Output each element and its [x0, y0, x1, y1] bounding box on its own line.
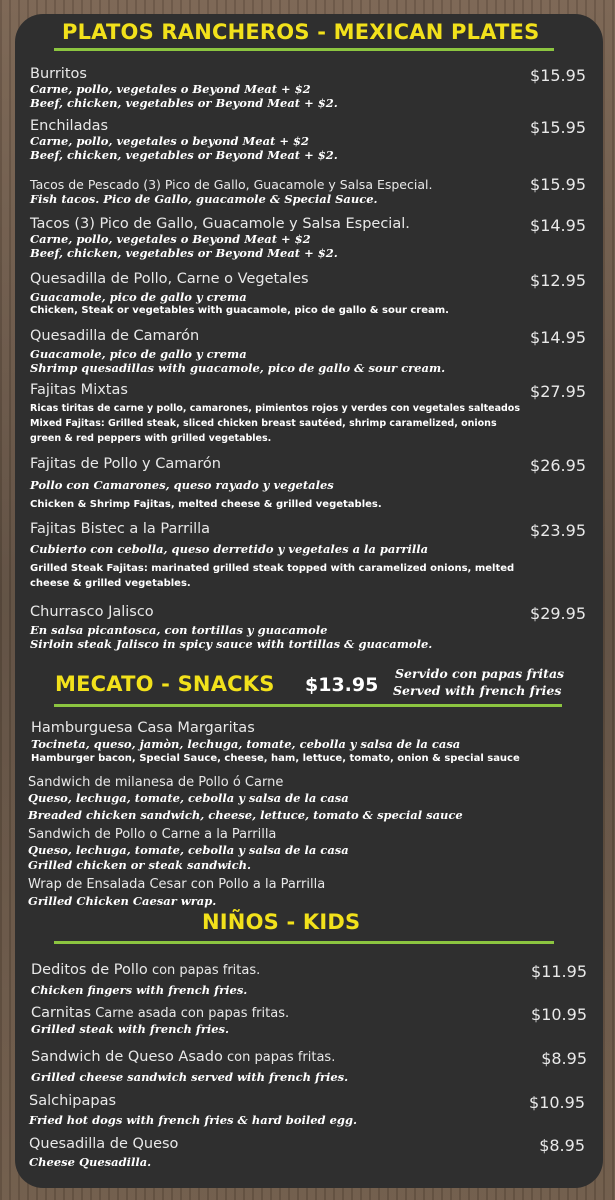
item-description: Beef, chicken, vegetables or Beyond Meat + $2.	[30, 246, 338, 260]
item-price: $11.95	[531, 962, 587, 981]
item-description: Carne, pollo, vegetales o Beyond Meat + $2	[30, 232, 311, 246]
item-description: Fried hot dogs with french fries & hard boiled egg.	[29, 1113, 358, 1127]
item-name-sub: con papas fritas.	[147, 963, 261, 978]
item-price: $14.95	[530, 328, 586, 347]
item-name-sub: con papas fritas.	[222, 1050, 336, 1065]
item-name: Fajitas Bistec a la Parrilla	[30, 521, 211, 537]
item-price: $8.95	[541, 1049, 587, 1068]
item-description: cheese & grilled vegetables.	[30, 578, 191, 589]
item-description: Grilled steak with french fries.	[31, 1022, 230, 1036]
item-name-main: Salchipapas	[29, 1093, 117, 1109]
item-price: $23.95	[530, 521, 586, 540]
item-description: Carne, pollo, vegetales o Beyond Meat + $2	[30, 82, 311, 96]
item-price: $26.95	[530, 456, 586, 475]
item-price: $15.95	[530, 66, 586, 85]
menu-board	[15, 14, 603, 1188]
item-name: Wrap de Ensalada Cesar con Pollo a la Parrilla	[28, 877, 326, 892]
item-name: Hamburguesa Casa Margaritas	[31, 720, 255, 736]
item-name-main: Quesadilla de Queso	[29, 1136, 179, 1152]
item-name-main: Sandwich de Queso Asado	[31, 1049, 223, 1065]
section-title-ninos: NIÑOS - KIDS	[202, 910, 361, 934]
item-name-sub: Carne asada con papas fritas.	[91, 1006, 290, 1021]
item-price: $15.95	[530, 175, 586, 194]
item-description: Breaded chicken sandwich, cheese, lettuce, tomato & special sauce	[28, 808, 463, 822]
item-name	[31, 1049, 335, 1065]
item-name: Enchiladas	[30, 118, 109, 134]
item-description: green & red peppers with grilled vegetables.	[30, 433, 272, 444]
item-name-main: Carnitas	[31, 1005, 92, 1021]
item-description: Pollo con Camarones, queso rayado y vegetales	[30, 478, 334, 492]
item-name-main: Deditos de Pollo	[31, 962, 148, 978]
item-name: Sandwich de milanesa de Pollo ó Carne	[28, 775, 284, 790]
item-description: Cheese Quesadilla.	[29, 1155, 152, 1169]
item-name: Quesadilla de Camarón	[30, 328, 200, 344]
item-price: $8.95	[539, 1136, 585, 1155]
item-description: Queso, lechuga, tomate, cebolla y salsa de la casa	[28, 843, 349, 857]
served-note-en: Served with french fries	[393, 683, 562, 698]
item-name	[29, 1136, 178, 1152]
item-description: Ricas tiritas de carne y pollo, camarones, pimientos rojos y verdes con vegetales salteados	[30, 403, 520, 414]
item-name	[29, 1093, 116, 1109]
item-price: $12.95	[530, 271, 586, 290]
section-divider	[54, 704, 562, 707]
item-price: $29.95	[530, 604, 586, 623]
section-divider	[54, 941, 554, 944]
item-price: $10.95	[529, 1093, 585, 1112]
item-description: Chicken fingers with french fries.	[31, 983, 248, 997]
item-name: Tacos de Pescado (3) Pico de Gallo, Guacamole y Salsa Especial.	[30, 177, 433, 192]
item-name: Sandwich de Pollo o Carne a la Parrilla	[28, 827, 277, 842]
item-description: Fish tacos. Pico de Gallo, guacamole & Special Sauce.	[30, 192, 378, 206]
item-description: En salsa picantosca, con tortillas y guacamole	[30, 623, 328, 637]
item-description: Tocineta, queso, jamòn, lechuga, tomate, cebolla y salsa de la casa	[31, 737, 461, 751]
item-description: Grilled chicken or steak sandwich.	[28, 858, 251, 872]
item-price: $15.95	[530, 118, 586, 137]
snacks-price: $13.95	[305, 674, 379, 696]
section-title-mecato: MECATO - SNACKS	[55, 672, 275, 696]
item-description: Chicken & Shrimp Fajitas, melted cheese & grilled vegetables.	[30, 499, 382, 510]
item-description: Guacamole, pico de gallo y crema	[30, 347, 247, 361]
section-title-platos: PLATOS RANCHEROS - MEXICAN PLATES	[62, 20, 540, 44]
item-description: Queso, lechuga, tomate, cebolla y salsa de la casa	[28, 791, 349, 805]
item-name: Churrasco Jalisco	[30, 604, 154, 620]
item-name: Fajitas Mixtas	[30, 382, 128, 398]
item-description: Grilled Chicken Caesar wrap.	[28, 894, 217, 908]
item-name: Burritos	[30, 66, 87, 82]
item-description: Guacamole, pico de gallo y crema	[30, 290, 247, 304]
item-description: Beef, chicken, vegetables or Beyond Meat + $2.	[30, 148, 338, 162]
item-name: Fajitas de Pollo y Camarón	[30, 456, 221, 472]
item-price: $10.95	[531, 1005, 587, 1024]
item-description: Hamburger bacon, Special Sauce, cheese, ham, lettuce, tomato, onion & special sauce	[31, 753, 520, 764]
item-name	[31, 962, 260, 978]
item-name	[31, 1005, 289, 1021]
item-name: Quesadilla de Pollo, Carne o Vegetales	[30, 271, 309, 287]
item-name: Tacos (3) Pico de Gallo, Guacamole y Salsa Especial.	[30, 216, 410, 232]
item-description: Chicken, Steak or vegetables with guacamole, pico de gallo & sour cream.	[30, 305, 449, 316]
item-description: Beef, chicken, vegetables or Beyond Meat + $2.	[30, 96, 338, 110]
item-description: Grilled cheese sandwich served with french fries.	[31, 1070, 349, 1084]
item-description: Cubierto con cebolla, queso derretido y vegetales a la parrilla	[30, 542, 429, 556]
item-price: $27.95	[530, 382, 586, 401]
item-description: Mixed Fajitas: Grilled steak, sliced chicken breast sautéed, shrimp caramelized, onions	[30, 418, 497, 429]
item-price: $14.95	[530, 216, 586, 235]
served-note-es: Servido con papas fritas	[395, 666, 565, 681]
item-description: Shrimp quesadillas with guacamole, pico de gallo & sour cream.	[30, 361, 446, 375]
section-divider	[54, 48, 554, 51]
item-description: Sirloin steak Jalisco in spicy sauce with tortillas & guacamole.	[30, 637, 433, 651]
item-description: Grilled Steak Fajitas: marinated grilled steak topped with caramelized onions, melted	[30, 563, 515, 574]
item-description: Carne, pollo, vegetales o beyond Meat + $2	[30, 134, 310, 148]
